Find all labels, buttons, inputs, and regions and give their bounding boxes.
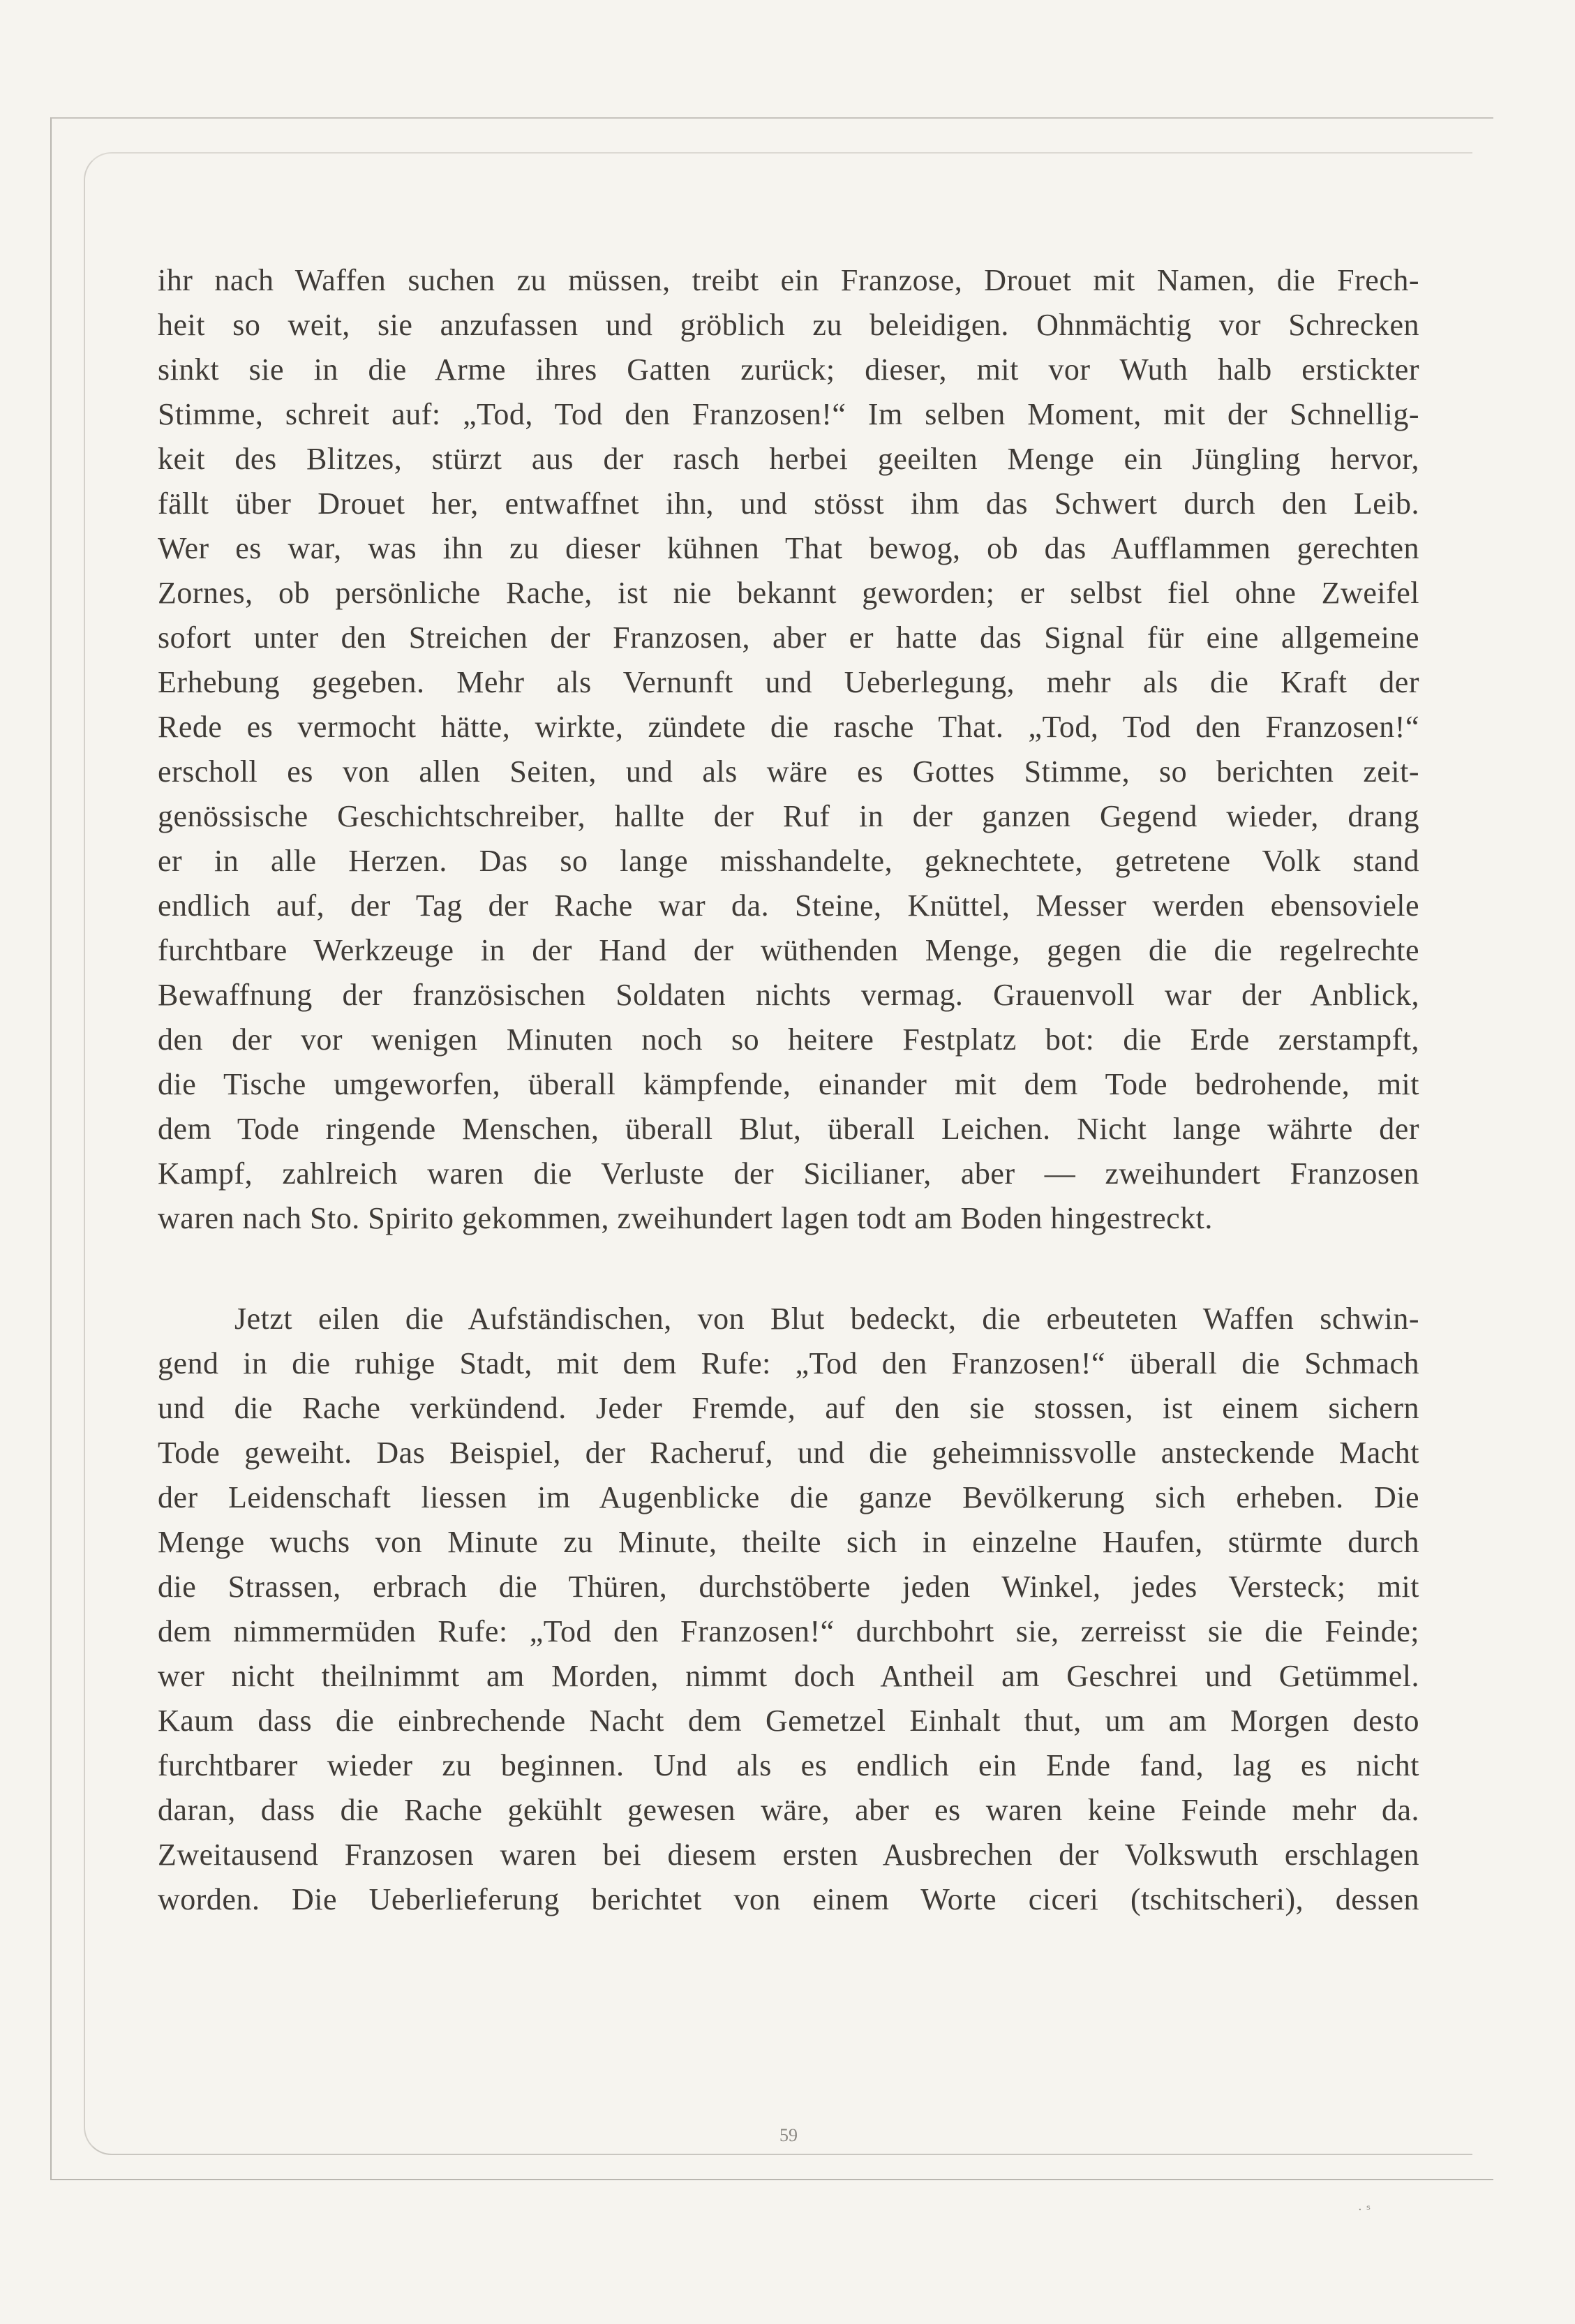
text-line: Rede es vermocht hätte, wirkte, zündete die rasche That. „Tod, Tod den Franzosen!“	[158, 710, 1419, 744]
text-line: Tode geweiht. Das Beispiel, der Racheruf, und die geheimnissvolle ansteckende Macht	[158, 1436, 1419, 1470]
text-line: genössische Geschichtschreiber, hallte der Ruf in der ganzen Gegend wieder, drang	[158, 799, 1419, 833]
text-line: dem nimmermüden Rufe: „Tod den Franzosen!“ durchbohrt sie, zerreisst sie die Feinde;	[158, 1614, 1419, 1648]
page-number: 59	[779, 2125, 798, 2145]
text-line: Kaum dass die einbrechende Nacht dem Gemetzel Einhalt thut, um am Morgen desto	[158, 1704, 1419, 1738]
text-line: waren nach Sto. Spirito gekommen, zweihundert lagen todt am Boden hingestreckt.	[158, 1201, 1213, 1235]
paragraph-gap	[158, 1241, 1419, 1297]
text-line: worden. Die Ueberlieferung berichtet von einem Worte ciceri (tschitscheri), dessen	[158, 1882, 1419, 1916]
text-line: heit so weit, sie anzufassen und gröblich zu beleidigen. Ohnmächtig vor Schrecken	[158, 308, 1419, 342]
text-line: furchtbarer wieder zu beginnen. Und als es endlich ein Ende fand, lag es nicht	[158, 1748, 1419, 1782]
text-line: endlich auf, der Tag der Rache war da. Steine, Knüttel, Messer werden ebensoviele	[158, 888, 1419, 923]
text-line: Wer es war, was ihn zu dieser kühnen That bewog, ob das Aufflammen gerechten	[158, 531, 1419, 565]
text-line: keit des Blitzes, stürzt aus der rasch herbei geeilten Menge ein Jüngling hervor,	[158, 442, 1419, 476]
text-line: wer nicht theilnimmt am Morden, nimmt doch Antheil am Geschrei und Getümmel.	[158, 1659, 1419, 1693]
text-line: die Tische umgeworfen, überall kämpfende, einander mit dem Tode bedrohende, mit	[158, 1067, 1419, 1101]
body-text	[158, 258, 1419, 1922]
text-line: daran, dass die Rache gekühlt gewesen wäre, aber es waren keine Feinde mehr da.	[158, 1793, 1419, 1827]
text-line: sofort unter den Streichen der Franzosen, aber er hatte das Signal für eine allgemeine	[158, 620, 1419, 655]
text-line: dem Tode ringende Menschen, überall Blut, überall Leichen. Nicht lange währte der	[158, 1112, 1419, 1146]
text-line: gend in die ruhige Stadt, mit dem Rufe: „Tod den Franzosen!“ überall die Schmach	[158, 1346, 1419, 1380]
text-line: sinkt sie in die Arme ihres Gatten zurück; dieser, mit vor Wuth halb erstickter	[158, 352, 1419, 387]
text-line: Erhebung gegeben. Mehr als Vernunft und Ueberlegung, mehr als die Kraft der	[158, 665, 1419, 699]
text-line: Stimme, schreit auf: „Tod, Tod den Franzosen!“ Im selben Moment, mit der Schnellig-	[158, 397, 1419, 431]
text-line: er in alle Herzen. Das so lange misshandelte, geknechtete, getretene Volk stand	[158, 844, 1419, 878]
text-line: die Strassen, erbrach die Thüren, durchstöberte jeden Winkel, jedes Versteck; mit	[158, 1570, 1419, 1604]
paragraph	[158, 1297, 1419, 1922]
text-line: der Leidenschaft liessen im Augenblicke die ganze Bevölkerung sich erheben. Die	[158, 1480, 1419, 1514]
text-line: Menge wuchs von Minute zu Minute, theilte sich in einzelne Haufen, stürmte durch	[158, 1525, 1419, 1559]
text-line: erscholl es von allen Seiten, und als wäre es Gottes Stimme, so berichten zeit-	[158, 754, 1419, 789]
print-speck: · ˢ	[1358, 2203, 1371, 2217]
text-line: Zornes, ob persönliche Rache, ist nie bekannt geworden; er selbst fiel ohne Zweifel	[158, 576, 1419, 610]
text-line: Jetzt eilen die Aufständischen, von Blut bedeckt, die erbeuteten Waffen schwin-	[234, 1302, 1419, 1336]
paragraph	[158, 258, 1419, 1241]
text-line: und die Rache verkündend. Jeder Fremde, auf den sie stossen, ist einem sichern	[158, 1391, 1419, 1425]
text-line: Bewaffnung der französischen Soldaten nichts vermag. Grauenvoll war der Anblick,	[158, 978, 1419, 1012]
text-line: den der vor wenigen Minuten noch so heitere Festplatz bot: die Erde zerstampft,	[158, 1022, 1419, 1057]
text-line: ihr nach Waffen suchen zu müssen, treibt ein Franzose, Drouet mit Namen, die Frech-	[158, 263, 1419, 297]
text-line: fällt über Drouet her, entwaffnet ihn, und stösst ihm das Schwert durch den Leib.	[158, 486, 1419, 521]
text-line: furchtbare Werkzeuge in der Hand der wüthenden Menge, gegen die die regelrechte	[158, 933, 1419, 967]
text-line: Zweitausend Franzosen waren bei diesem ersten Ausbrechen der Volkswuth erschlagen	[158, 1838, 1419, 1872]
text-line: Kampf, zahlreich waren die Verluste der Sicilianer, aber — zweihundert Franzosen	[158, 1156, 1419, 1191]
